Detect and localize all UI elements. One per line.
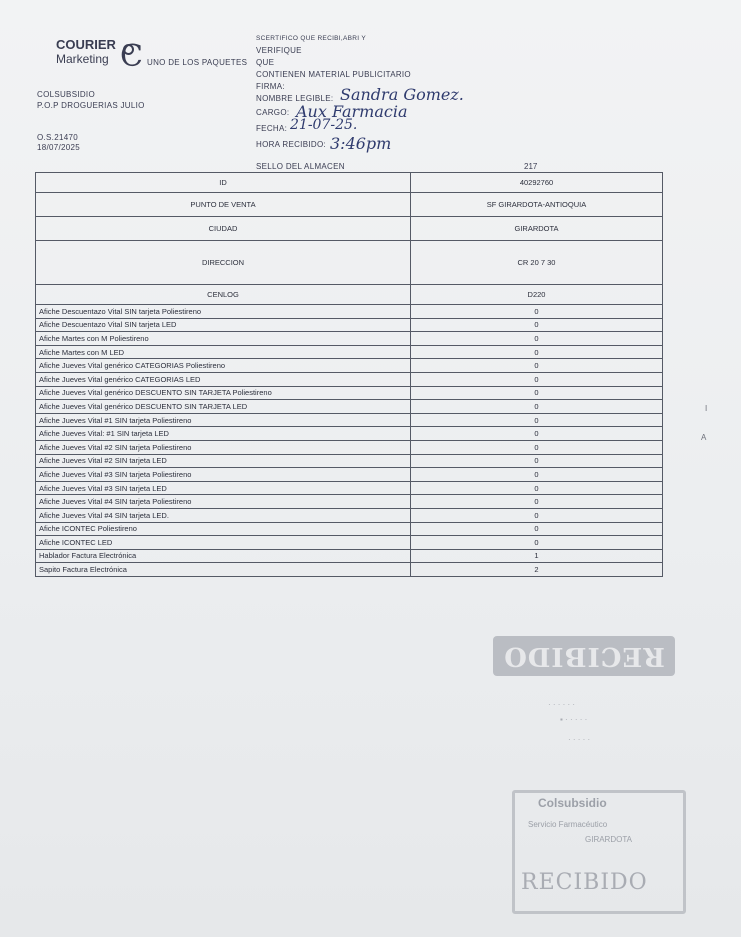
item-name: Afiche Jueves Vital genérico CATEGORIAS Poliestireno [36,359,411,373]
item-name: Sapito Factura Electrónica [36,563,411,577]
item-name: Afiche Jueves Vital #2 SIN tarjeta LED [36,454,411,468]
firma-label: FIRMA: [256,82,285,91]
item-name: Afiche Descuentazo Vital SIN tarjeta Poliestireno [36,305,411,319]
item-name: Afiche Jueves Vital genérico DESCUENTO SIN TARJETA LED [36,400,411,414]
cert-line-1: SCERTIFICO QUE RECIBI,ABRI Y [256,35,367,42]
table-row [36,468,663,482]
item-name: Afiche Martes con M Poliestireno [36,332,411,346]
table-row [36,508,663,522]
item-name: Afiche Jueves Vital genérico DESCUENTO SIN TARJETA Poliestireno [36,386,411,400]
item-name: Afiche Jueves Vital: #1 SIN tarjeta LED [36,427,411,441]
stamp-city: GIRARDOTA [585,835,632,844]
order-date: 18/07/2025 [37,143,81,152]
item-quantity: 0 [411,508,663,522]
table-header-row [36,193,663,217]
field-value: 40292760 [411,173,663,193]
client-pop: P.O.P DROGUERIAS JULIO [37,101,145,110]
table-row [36,522,663,536]
item-name: Afiche Jueves Vital #3 SIN tarjeta LED [36,481,411,495]
hora-handwritten: 3:46pm [330,134,392,153]
item-quantity: 0 [411,318,663,332]
item-name: Afiche Descuentazo Vital SIN tarjeta LED [36,318,411,332]
field-label: DIRECCION [36,241,411,285]
cert-line-3: QUE [256,58,275,67]
fecha-handwritten: 21-07-25. [290,117,358,133]
item-name: Hablador Factura Electrónica [36,549,411,563]
table-header-row [36,285,663,305]
item-name: Afiche ICONTEC Poliestireno [36,522,411,536]
item-quantity: 0 [411,495,663,509]
item-quantity: 0 [411,427,663,441]
margin-mark-1: I [705,404,708,413]
item-quantity: 0 [411,536,663,550]
nombre-label: NOMBRE LEGIBLE: [256,94,334,103]
cert-line-4: CONTIENEN MATERIAL PUBLICITARIO [256,70,411,79]
margin-mark-2: A [701,433,707,442]
item-quantity: 0 [411,400,663,414]
table-header-row [36,241,663,285]
item-quantity: 0 [411,359,663,373]
order-number: O.S.21470 [37,133,78,142]
item-name: Afiche ICONTEC LED [36,536,411,550]
field-label: CIUDAD [36,217,411,241]
table-row [36,305,663,319]
logo-line-2: Marketing [56,52,109,66]
stamp-recibido: RECIBIDO [521,870,648,895]
table-row [36,563,663,577]
table-row [36,454,663,468]
table-row [36,345,663,359]
table-row [36,536,663,550]
item-quantity: 2 [411,563,663,577]
cert-line-2: VERIFIQUE [256,46,302,55]
sello-label: SELLO DEL ALMACEN [256,162,345,171]
item-quantity: 0 [411,413,663,427]
table-row [36,400,663,414]
stamp-faint-2: ▪ · · · · · [560,715,588,724]
table-header-row [36,217,663,241]
item-quantity: 0 [411,454,663,468]
stamp-brand: Colsubsidio [538,796,607,810]
item-quantity: 1 [411,549,663,563]
field-value: CR 20 7 30 [411,241,663,285]
field-label: CENLOG [36,285,411,305]
fecha-label: FECHA: [256,124,288,133]
field-label: ID [36,173,411,193]
field-value: D220 [411,285,663,305]
item-quantity: 0 [411,305,663,319]
page-code: 217 [524,162,538,171]
client-name: COLSUBSIDIO [37,90,95,99]
logo-line-1: COURIER [56,37,116,52]
nombre-handwritten: Sandra Gomez. [340,85,464,104]
field-label: PUNTO DE VENTA [36,193,411,217]
table-row [36,413,663,427]
table-row [36,549,663,563]
stamp-faint-1: · · · · · · [548,700,576,709]
item-name: Afiche Jueves Vital #2 SIN tarjeta Poliestireno [36,440,411,454]
stamp-servicio: Servicio Farmacéutico [528,820,608,829]
item-name: Afiche Jueves Vital #3 SIN tarjeta Poliestireno [36,468,411,482]
table-row [36,481,663,495]
table-row [36,372,663,386]
cargo-label: CARGO: [256,108,290,117]
table-row [36,427,663,441]
paquetes-text: UNO DE LOS PAQUETES [147,58,248,67]
item-quantity: 0 [411,468,663,482]
item-name: Afiche Jueves Vital #1 SIN tarjeta Poliestireno [36,413,411,427]
table-row [36,332,663,346]
item-name: Afiche Martes con M LED [36,345,411,359]
item-name: Afiche Jueves Vital #4 SIN tarjeta LED. [36,508,411,522]
field-value: GIRARDOTA [411,217,663,241]
table-row [36,386,663,400]
item-quantity: 0 [411,345,663,359]
item-name: Afiche Jueves Vital #4 SIN tarjeta Poliestireno [36,495,411,509]
item-quantity: 0 [411,440,663,454]
table-row [36,495,663,509]
item-name: Afiche Jueves Vital genérico CATEGORIAS LED [36,372,411,386]
table-row [36,318,663,332]
item-quantity: 0 [411,522,663,536]
stamp-faint-3: · · · · · [568,735,591,744]
item-quantity: 0 [411,332,663,346]
item-quantity: 0 [411,481,663,495]
item-quantity: 0 [411,372,663,386]
field-value: SF GIRARDOTA-ANTIOQUIA [411,193,663,217]
recibido-stamp-inverted: RECIBIDO [493,636,675,676]
table-header-row [36,173,663,193]
courier-marketing-logo-text [56,38,116,66]
item-quantity: 0 [411,386,663,400]
hora-label: HORA RECIBIDO: [256,140,326,149]
cargo-handwritten: Aux Farmacia [296,102,408,121]
products-table [35,172,663,577]
table-row [36,359,663,373]
logo-c-icon: C [120,39,143,74]
table-row [36,440,663,454]
